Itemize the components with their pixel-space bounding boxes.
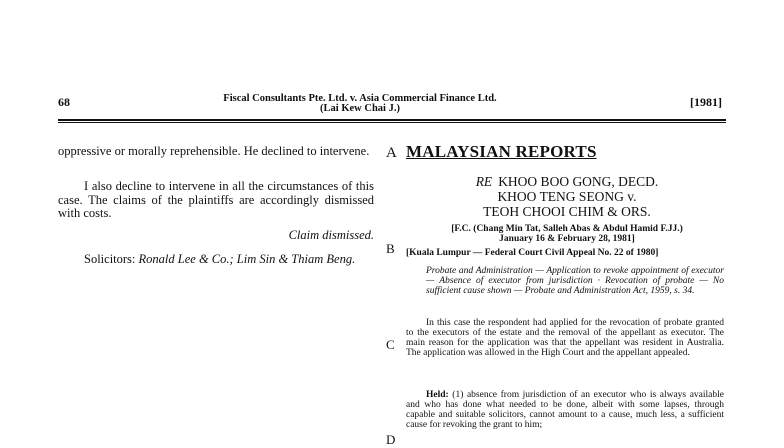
page-number: 68 — [58, 95, 70, 109]
solicitors-line — [58, 253, 374, 267]
case-name-1: KHOO BOO GONG, DECD. — [498, 174, 659, 189]
case-name-line-2: KHOO TENG SEONG v. — [497, 189, 637, 204]
running-header-judge: (Lai Kew Chai J.) — [320, 103, 400, 114]
solicitors-names: Ronald Lee & Co.; Lim Sin & Thiam Beng. — [138, 252, 356, 266]
reports-title: MALAYSIAN REPORTS — [406, 142, 597, 161]
left-paragraph-1: oppressive or morally reprehensible. He declined to intervene. — [58, 144, 370, 158]
held-paragraph — [406, 390, 724, 430]
case-name-line-1 — [406, 174, 728, 189]
case-re: RE — [475, 174, 493, 189]
court-line: [Kuala Lumpur — Federal Court Civil Appeal No. 22 of 1980] — [406, 248, 659, 258]
margin-letter-b: B — [386, 241, 395, 256]
header-rule-thick — [58, 119, 726, 121]
margin-letter-c: C — [386, 337, 395, 352]
running-header-title: Fiscal Consultants Pte. Ltd. v. Asia Commercial Finance Ltd. — [223, 93, 497, 104]
header-rule-thin — [58, 122, 726, 123]
held-label: Held: — [426, 390, 449, 400]
facts-paragraph: In this case the respondent had applied for the revocation of probate granted to the executors of the estate and the removal of the appellant as executor. The main reason for the application was that the appellant was resident in Australia. The application was allowed in the High Court and the appellant appealed. — [406, 318, 724, 358]
coram-line-2: January 16 & February 28, 1981] — [499, 234, 635, 244]
margin-letter-d: D — [386, 432, 396, 447]
case-name-line-3: TEOH CHOOI CHIM & ORS. — [483, 204, 651, 219]
held-text: (1) absence from jurisdiction of an executor who is always available and who has done what needed to be done, albeit with some lapses, through capable and suitable solicitors, cannot amount to a cause, much less, a sufficient cause for revoking the grant to him; — [406, 390, 725, 430]
catchwords: Probate and Administration — Application to revoke appointment of executor — Absence of executor from jurisdiction · Revocation of probate — No sufficient cause shown — Probate and Administration Act, 1959, s. 34. — [426, 266, 724, 296]
solicitors-label: Solicitors: — [84, 252, 136, 266]
coram-line-1: [F.C. (Chang Min Tat, Salleh Abas & Abdul Hamid F.JJ.) — [451, 224, 683, 234]
left-paragraph-2: I also decline to intervene in all the circumstances of this case. The claims of the plaintiffs are accordingly dismissed with costs. — [58, 179, 374, 220]
claim-dismissed: Claim dismissed. — [288, 228, 374, 242]
margin-letter-a: A — [386, 145, 397, 161]
running-header-year: [1981] — [690, 95, 722, 109]
